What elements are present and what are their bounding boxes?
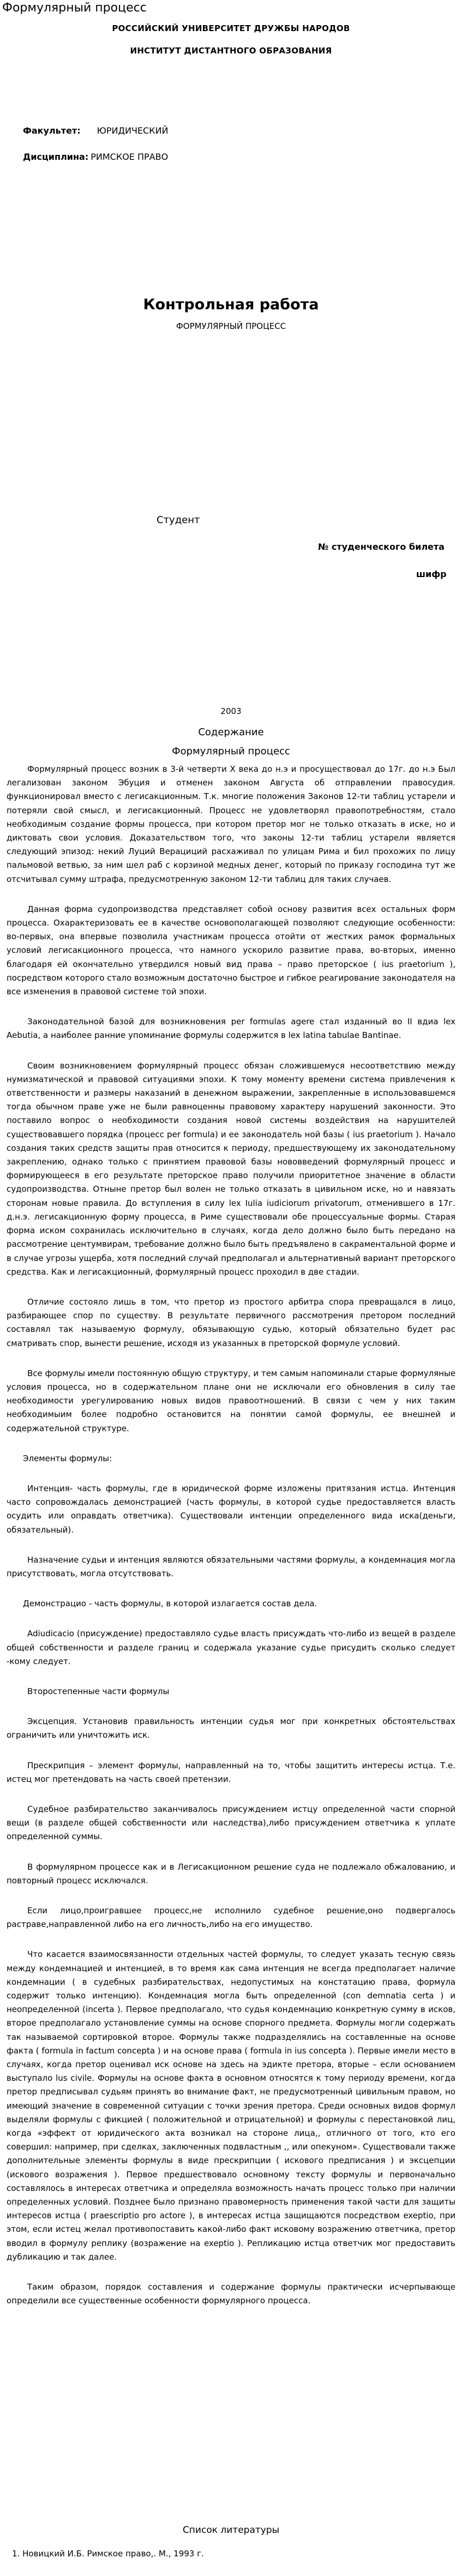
year: 2003 xyxy=(220,706,242,716)
section-title: Формулярный процесс xyxy=(172,746,290,757)
discipline-value: РИМСКОЕ ПРАВО xyxy=(91,152,169,162)
paragraph: Эксцепция. Установив правильность интенции судья мог при конкретных обстоятельствах ограничить или уничтожить иск. xyxy=(7,1716,455,1740)
document-type: Контрольная работа xyxy=(143,296,319,313)
document-topic: ФОРМУЛЯРНЫЙ ПРОЦЕСС xyxy=(176,321,286,331)
paragraph: Все формулы имели постоянную общую структуру, и тем самым напоминали старые формуляные условия процесса, но в содержательном плане они не исключали его обновления в силу тае необходимости урегулированию новых видов правоотношений. В связи с чем у них таким необходимыим более подробно остановится на понятии самой формулы, ее внешней и содержательной структуре. xyxy=(7,1368,455,1433)
student-label: Студент xyxy=(157,514,200,526)
paragraph: Элементы формулы: xyxy=(23,1453,112,1463)
faculty-label: Факультет: xyxy=(23,125,81,136)
paragraph: Таким образом, порядок составления и содержание формулы практически исчерпывающе определили все существенные особенности формулярного процесса. xyxy=(7,2282,455,2306)
paragraph: Законодательной базой для возникновения per formulas agere стал изданный во II вдиа lex Aebutia, а наиболее ранние упоминание формулы содержится в lex latina tabulae Bantinae. xyxy=(7,1017,455,1041)
paragraph: Демонстрацио - часть формулы, в которой излагается состав дела. xyxy=(23,1599,317,1609)
faculty-value: ЮРИДИЧЕСКИЙ xyxy=(97,125,169,136)
institute-name: ИНСТИТУТ ДИСТАНТНОГО ОБРАЗОВАНИЯ xyxy=(130,46,332,56)
bibliography-heading: Список литературы xyxy=(182,2525,280,2536)
paragraph: Формулярный процесс возник в 3-й четверти Х века до н.э и просуществовал до 17г. до н.э Был легализован законом Эбуция и отменен законом Августа об отправлении правосудия. функционировал вместо с легисакционным. Т.к. многие положения Законов 12-ти таблиц устарели и потеряли свой смысл, и легисакционный. Процесс не удовлетворял правопотребностям, стало необходимым создание формы процесса, при котором претор мог не только отказать в иске, но и диктовать свои условия. Доказательством того, что законы 12-ти таблиц устарели является следующий эпизод: некий Луций Верациций расхаживал по улицам Рима и бил прохожих по лицу пальмовой ветвью, за ним шел раб с корзиной медных денег, который по приказу господина тут же отсчитывал сумму штрафа, предусмотренную законом 12-ти таблиц для таких случаев. xyxy=(7,764,455,884)
paragraph: Судебное разбирательство заканчивалось присуждением истцу определенной части спорной вещи (в разделе общей собственности или наследства),либо присуждением ответчика к уплате определенной суммы. xyxy=(7,1804,455,1842)
paragraph: Отличие состояло лишь в том, что претор из простого арбитра спора превращался в лицо, разбирающее спор по существу. В результате первичного рассмотрения претором последний составлял так называемую формулу, обязывающую судью, который обязательно будет рас сматривать спор, вынести решение, исходя из указанных в преторской формуле условий. xyxy=(7,1296,455,1348)
paragraph: Adiudicacio (присуждение) предоставляло судье власть присуждать что-либо из вещей в разделе общей собственности и разделе границ и содержала указание судье присудить сколько следует -кому следует. xyxy=(7,1629,455,1666)
paragraph: В формулярном процессе как и в Легисакционном решение суда не подлежало обжалованию, и повторный процесс исключался. xyxy=(7,1862,455,1886)
paragraph: Прескрипция – элемент формулы, направленный на то, чтобы защитить интересы истца. Т.е. истец мог претендовать на часть своей претензии. xyxy=(7,1760,455,1784)
contents-heading: Содержание xyxy=(198,726,264,738)
paragraph: Что касается взаимосвязанности отдельных частей формулы, то следует указать тесную связь между кондемнацией и интенцией, в то время как сама интенция не всегда предполагает наличие кондемнации ( в судебных разбирательствах, недопустимых на констатацию права, формула содержит только интенцию). Кондемнация могла быть определенной (con demnatia certa ) и неопределенной (incerta ). Первое предполагало, что судья кондемнацию конкретную сумму в исков, второе предполагало установление суммы на основе спорного предмета. Формулы могли содержать так называемой сортировкой второе. Формулы также подразделялись на составленные на основе факта ( formula in factum concepta ) и на основе права ( formula in ius concepta ). Первые имели место в случаях, когда претор оценивал иск основе на здесь на эдикте претора, вторые – если основанием выступало lus civile. Формулы на основе факта в основном относятся к тому периоду времени, когда претор предписывал судьям принять во внимание факт, не предусмотренный цивильным правом, но имеющий значение в современной ситуации с точки зрения претора. Среди основных видов формул выделяли формулы с фикцией ( положительной и отрицательной) и формулы с перестановкой лиц, когда «эффект от юридического акта возникал на стороне лица,, отличного от того, кто его совершил: например, при сделках, заключенных подвластным ,, или опекуном». Существовали также дополнительные элементы формулы в виде прескрипции ( искового предписания ) и эксцепции (искового возражения ). Первое предшествовало основному тексту формулы и первоначально составлялось в интересах ответчика и определяла возможность начать процесс только при наличии определенных условий. Позднее было признано правомерность применения такой части для защиты интересов истца ( praescriptio pro actore ), в интересах истца защищаются посредством exeptio, при этом, если истец желал противопоставить какой-либо факт исковому возражению ответчика, претор вводил в формулу реплику (возражение на exeptio ). Репликацию истца ответчик мог предоставить дубликацию и так далее. xyxy=(7,1949,455,2262)
discipline-label: Дисциплина: xyxy=(23,152,89,162)
paragraph: Данная форма судопроизводства представляет собой основу развития всех остальных форм процесса. Охарактеризовать ее в качестве основополагающей позволяют следующие особенности: во-первых, она впервые позволила участникам процесса отойти от жестких рамок формальных условий легисакционного процесса, что намного ускорило развитие права, во-вторых, именно благодаря ей окончательно утвердился новый вид права – право преторское ( ius praetorium ), посредством которого стало возможным достаточно быстрое и гибкое реагирование законодателя на все изменения в правовой системе той эпохи. xyxy=(7,904,455,997)
paragraph: Второстепенные части формулы xyxy=(27,1686,170,1696)
bibliography-item: 1. Новицкий И.Б. Римское право,. М., 1993 г. xyxy=(12,2549,204,2559)
body-text xyxy=(7,762,455,2324)
paragraph: Назначение судьи и интенция являются обязательными частями формулы, а кондемнация могла присутствовать, могла отсутствовать. xyxy=(7,1554,455,1578)
page-title: Формулярный процесс xyxy=(2,1,147,15)
discipline-row xyxy=(23,152,168,162)
university-name: РОССИЙСКИЙ УНИВЕРСИТЕТ ДРУЖБЫ НАРОДОВ xyxy=(112,23,350,33)
cipher-label: шифр xyxy=(416,569,447,579)
paragraph: Если лицо,проигравшее процесс,не исполнило судебное решение,оно подвергалось растраве,направленной либо на его личность,либо на его имущество. xyxy=(7,1906,455,1930)
student-ticket-label: № студенческого билета xyxy=(318,542,445,552)
paragraph: Своим возникновением формулярный процесс обязан сложившемуся несоответствию между нумизматической и правовой ситуациями эпохи. К тому моменту времени система привлечения к ответственности и размеры наказаний в денежном выражении, закрепленные в использовавшемся тогда обычном праве уже не были равноценны правовому характеру нарушений законности. Это поставило вопрос о необходимости создания новой системы воздействия на нарушителей существовавшего порядка (процесс per formula) и ее законодатель ной базы ( ius praetorium ). Начало создания таких средств защиты прав относится к периоду, предшествующему их законодательному закреплению, однако только с принятием правовой базы нововведений формулярный процесс и формирующееся в его результате преторское право получили приоритетное значение в области судопроизводства. Отныне претор был волен не только отказать в цивильном иске, но и навязать сторонам новые правила. До вступления в силу lex Iulia iudiciorum privatorum, отменившего в 17г. д.н.э. легисакционную форму процесса, в Риме существовали обе процессуальные формы. Старая форма иском сохранилась исключительно в случаях, когда дело должно было быть передано на рассмотрение центумвирам, требование должно было быть предъявлено в сакраментальной форме и в случае угрозы ущерба, хотя последний случай предполагал и альтернативный вариант преторского средства. Как и легисакционный, формулярный процесс проходил в две стадии. xyxy=(7,1060,455,1277)
faculty-row xyxy=(23,125,169,136)
paragraph: Интенция- часть формулы, где в юридической форме изложены притязания истца. Интенция часто сопровождалась демонстрацией (часть формулы, в которой судье предоставляется власть осудить или оправдать ответчика). Существовали интенции определенного вида иска(деньги, обязательный). xyxy=(7,1483,455,1535)
